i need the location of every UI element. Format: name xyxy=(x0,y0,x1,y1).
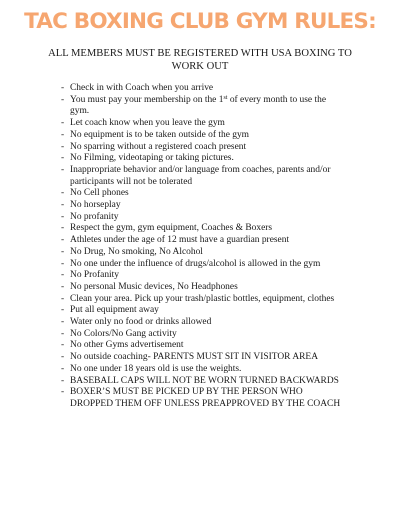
rule-item xyxy=(0,165,400,188)
rule-text: No Filming, videotaping or taking pictures. xyxy=(70,153,234,164)
rule-text-continued: DROPPED THEM OFF UNLESS PREAPPROVED BY THE COACH xyxy=(70,398,341,409)
rule-text: Check in with Coach when you arrive xyxy=(70,83,214,93)
bullet-dash: - xyxy=(61,340,65,351)
rule-item xyxy=(0,294,400,306)
rule-text xyxy=(70,387,364,410)
rule-item xyxy=(0,282,400,294)
rule-text-continued: gym. xyxy=(70,106,90,117)
rule-item xyxy=(0,364,400,376)
rule-item xyxy=(0,95,400,118)
rule-text: BASEBALL CAPS WILL NOT BE WORN TURNED BACKWARDS xyxy=(70,375,339,386)
bullet-dash: - xyxy=(61,188,65,199)
rule-text: No horseplay xyxy=(70,200,121,211)
bullet-dash: - xyxy=(61,270,65,281)
rule-item xyxy=(0,83,400,95)
rule-item xyxy=(0,153,400,165)
rule-item xyxy=(0,329,400,341)
rule-item xyxy=(0,118,400,130)
rule-text-continued: participants will not be tolerated xyxy=(70,176,193,187)
registration-requirement xyxy=(30,47,370,73)
rule-text: No one under 18 years old is use the weights. xyxy=(70,363,242,374)
rule-text: No equipment is to be taken outside of the gym xyxy=(70,129,250,140)
rule-item xyxy=(0,317,400,329)
bullet-dash: - xyxy=(61,352,65,363)
rule-text: Clean your area. Pick up your trash/plastic bottles, equipment, clothes xyxy=(70,293,335,304)
rule-text: No outside coaching- PARENTS MUST SIT IN VISITOR AREA xyxy=(70,352,319,363)
rule-item xyxy=(0,142,400,154)
rule-text: No profanity xyxy=(70,211,119,222)
rule-text: Let coach know when you leave the gym xyxy=(70,118,225,129)
rule-item xyxy=(0,352,400,364)
bullet-dash: - xyxy=(61,387,65,398)
subtitle-line-2: WORK OUT xyxy=(171,61,229,72)
rule-item xyxy=(0,188,400,200)
bullet-dash: - xyxy=(61,328,65,339)
rule-text: No personal Music devices, No Headphones xyxy=(70,281,238,292)
bullet-dash: - xyxy=(61,200,65,211)
bullet-dash: - xyxy=(61,375,65,386)
rule-text xyxy=(70,95,364,118)
rule-item xyxy=(0,130,400,142)
rule-text-part: You must pay your membership on the 1 xyxy=(70,94,224,105)
rule-item xyxy=(0,340,400,352)
bullet-dash: - xyxy=(61,293,65,304)
rule-text: No Colors/No Gang activity xyxy=(70,328,177,339)
rule-text: No Profanity xyxy=(70,270,120,281)
rule-text: No sparring without a registered coach present xyxy=(70,141,247,152)
bullet-dash: - xyxy=(61,363,65,374)
bullet-dash: - xyxy=(61,118,65,129)
rule-item xyxy=(0,200,400,212)
rule-item xyxy=(0,376,400,388)
rule-item xyxy=(0,212,400,224)
rule-text: No one under the influence of drugs/alcohol is allowed in the gym xyxy=(70,258,321,269)
bullet-dash: - xyxy=(61,235,65,246)
bullet-dash: - xyxy=(61,211,65,222)
rule-item xyxy=(0,270,400,282)
bullet-dash: - xyxy=(61,164,65,175)
rule-text: Respect the gym, gym equipment, Coaches & Boxers xyxy=(70,223,273,234)
rule-item xyxy=(0,259,400,271)
bullet-dash: - xyxy=(61,258,65,269)
ordinal-suffix: st xyxy=(223,94,228,101)
rule-text: Athletes under the age of 12 must have a guardian present xyxy=(70,235,290,246)
rule-item xyxy=(0,247,400,259)
rule-text: Put all equipment away xyxy=(70,305,159,316)
bullet-dash: - xyxy=(61,246,65,257)
rule-item xyxy=(0,387,400,410)
rule-text xyxy=(70,165,364,188)
rule-text-part: of every month to use the xyxy=(227,94,327,105)
rule-text: No other Gyms advertisement xyxy=(70,340,184,351)
rule-item xyxy=(0,235,400,247)
rules-list xyxy=(0,83,400,411)
bullet-dash: - xyxy=(61,141,65,152)
subtitle-line-1: ALL MEMBERS MUST BE REGISTERED WITH USA BOXING TO xyxy=(48,48,352,59)
bullet-dash: - xyxy=(61,153,65,164)
rule-item xyxy=(0,223,400,235)
bullet-dash: - xyxy=(61,83,65,93)
rule-text-part: BOXER’S MUST BE PICKED UP BY THE PERSON WHO xyxy=(70,387,303,398)
page-title: TAC BOXING CLUB GYM RULES: xyxy=(24,9,376,34)
bullet-dash: - xyxy=(61,223,65,234)
bullet-dash: - xyxy=(61,305,65,316)
rule-text-part: Inappropriate behavior and/or language from coaches, parents and/or xyxy=(70,164,331,175)
rule-text: No Drug, No smoking, No Alcohol xyxy=(70,246,203,257)
rule-text: Water only no food or drinks allowed xyxy=(70,317,212,328)
bullet-dash: - xyxy=(61,317,65,328)
rule-item xyxy=(0,305,400,317)
bullet-dash: - xyxy=(61,129,65,140)
bullet-dash: - xyxy=(61,281,65,292)
bullet-dash: - xyxy=(61,94,65,105)
rule-text: No Cell phones xyxy=(70,188,129,199)
